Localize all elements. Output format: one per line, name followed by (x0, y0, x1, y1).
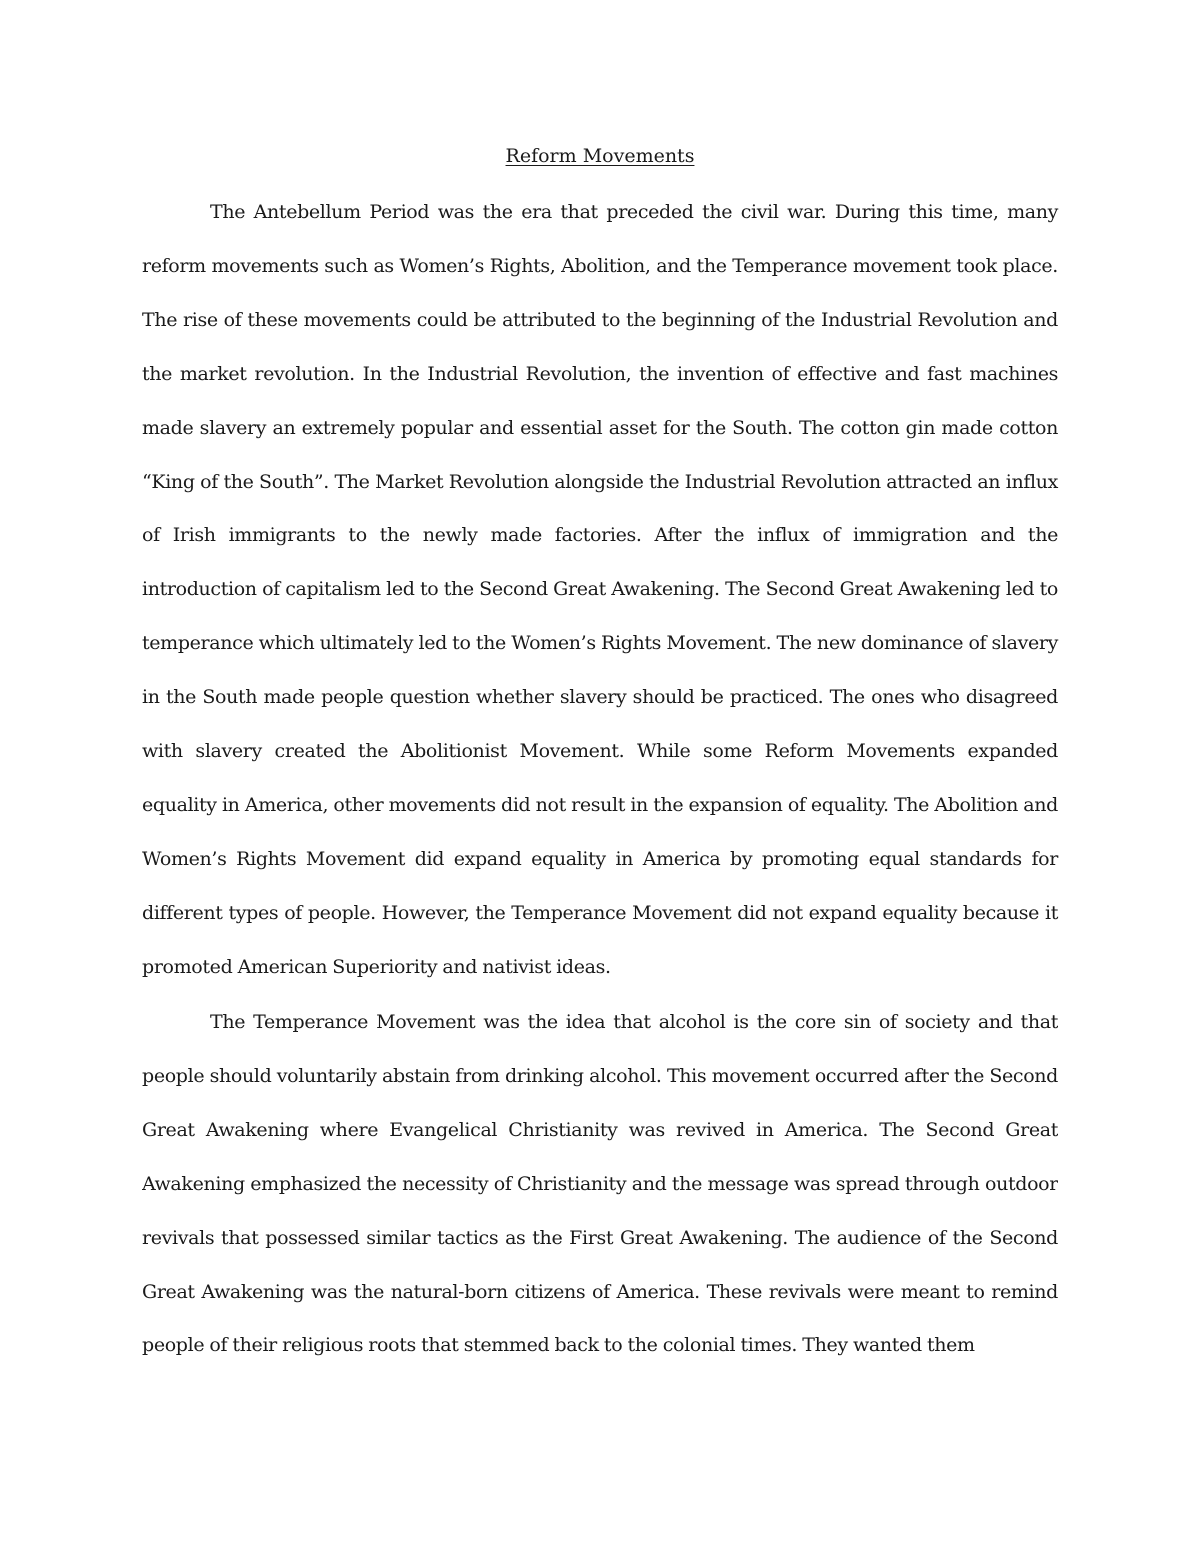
body-paragraph: The Antebellum Period was the era that preceded the civil war. During this time, many reform movements such as Women’s Rights, Abolition, and the Temperance movement took place. The rise of these movements could be attributed to the beginning of the Industrial Revolution and the market revolution. In the Industrial Revolution, the invention of effective and fast machines made slavery an extremely popular and essential asset for the South. The cotton gin made cotton “King of the South”. The Market Revolution alongside the Industrial Revolution attracted an influx of Irish immigrants to the newly made factories. After the influx of immigration and the introduction of capitalism led to the Second Great Awakening. The Second Great Awakening led to temperance which ultimately led to the Women’s Rights Movement. The new dominance of slavery in the South made people question whether slavery should be practiced. The ones who disagreed with slavery created the Abolitionist Movement. While some Reform Movements expanded equality in America, other movements did not result in the expansion of equality. The Abolition and Women’s Rights Movement did expand equality in America by promoting equal standards for different types of people. However, the Temperance Movement did not expand equality because it promoted American Superiority and nativist ideas. (142, 201, 1058, 978)
body-paragraph: The Temperance Movement was the idea that alcohol is the core sin of society and that people should voluntarily abstain from drinking alcohol. This movement occurred after the Second Great Awakening where Evangelical Christianity was revived in America. The Second Great Awakening emphasized the necessity of Christianity and the message was spread through outdoor revivals that possessed similar tactics as the First Great Awakening. The audience of the Second Great Awakening was the natural-born citizens of America. These revivals were meant to remind people of their religious roots that stemmed back to the colonial times. They wanted them (142, 1011, 1058, 1357)
document-title: Reform Movements (505, 145, 695, 167)
